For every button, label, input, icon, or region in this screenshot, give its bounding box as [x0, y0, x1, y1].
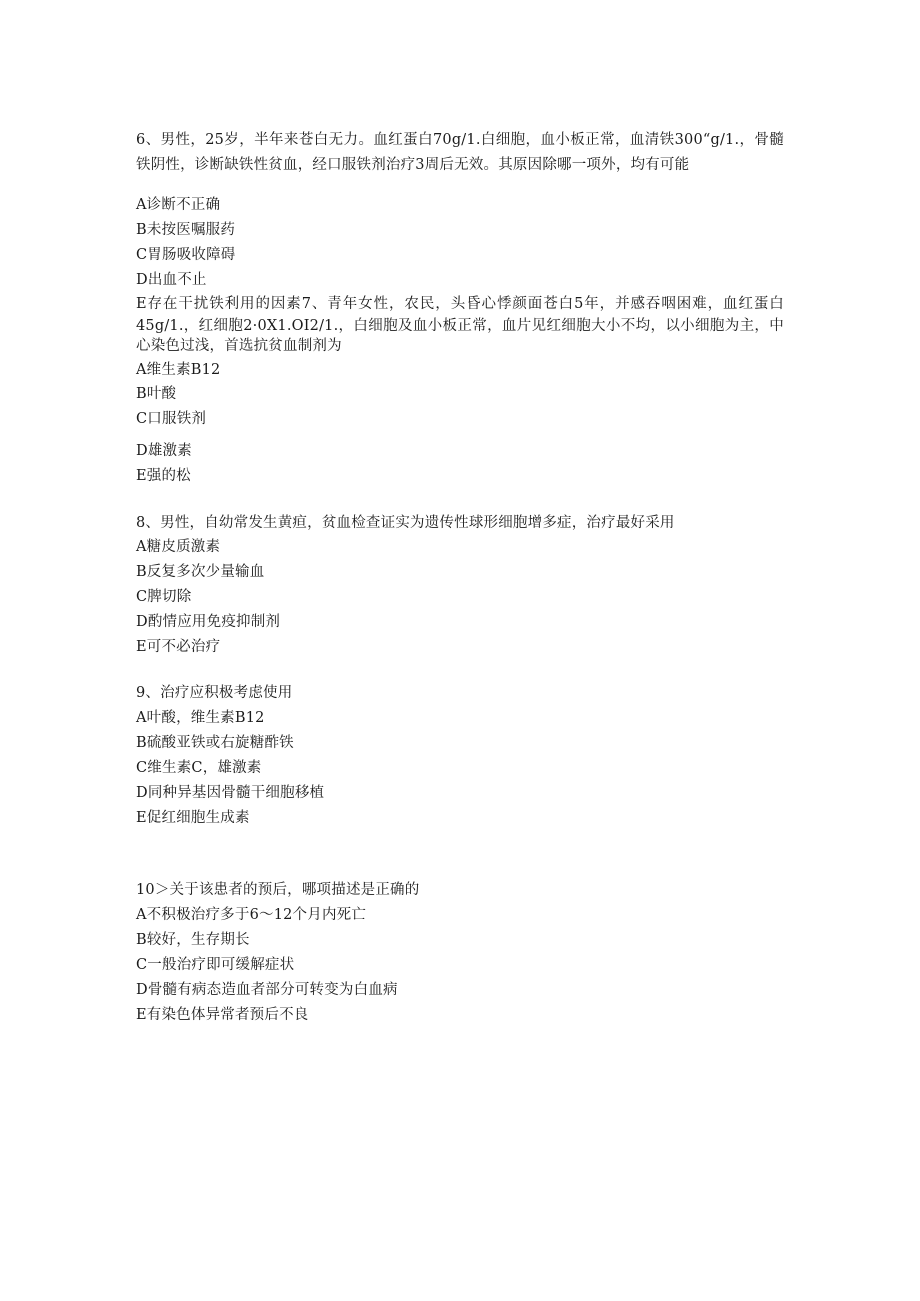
q10-stem: 10＞关于该患者的预后，哪项描述是正确的	[136, 882, 420, 898]
q6-option-b: B未按医嘱服药	[136, 222, 236, 238]
q7-option-e: E强的松	[136, 468, 191, 484]
q9-stem: 9、治疗应积极考虑使用	[136, 685, 293, 701]
q6-stem-line-2: 铁阴性，诊断缺铁性贫血，经口服铁剂治疗3周后无效。其原因除哪一项外，均有可能	[136, 157, 690, 173]
q8-option-d: D酌情应用免疫抑制剂	[136, 614, 281, 630]
q8-option-c: C脾切除	[136, 589, 192, 605]
q10-option-e: E有染色体异常者预后不良	[136, 1007, 309, 1023]
q10-option-c: C一般治疗即可缓解症状	[136, 957, 295, 973]
q10-option-a: A不积极治疗多于6～12个月内死亡	[136, 907, 367, 923]
q10-option-b: B较好，生存期长	[136, 932, 250, 948]
q9-option-d: D同种异基因骨髓干细胞移植	[136, 785, 325, 801]
q6-stem-line-1: 6、男性，25岁，半年来苍白无力。血红蛋白70g/1.白细胞，血小板正常，血清铁300“g/1.，骨髓	[136, 132, 784, 148]
q8-stem: 8、男性，自幼常发生黄疸，贫血检查证实为遗传性球形细胞增多症，治疗最好采用	[136, 515, 675, 531]
q9-option-b: B硫酸亚铁或右旋糖酢铁	[136, 735, 294, 751]
q8-option-b: B反复多次少量输血	[136, 564, 265, 580]
q7-option-d: D雄激素	[136, 443, 192, 459]
q7-option-b: B叶酸	[136, 386, 177, 402]
q7-stem-line-2: 45g/1.，红细胞2·0X1.OI2/1.，白细胞及血小板正常，血片见红细胞大小不均，以小细胞为主，中	[136, 318, 784, 334]
q7-stem-line-3: 心染色过浅，首选抗贫血制剂为	[136, 338, 342, 354]
q9-option-a: A叶酸，维生素B12	[136, 710, 265, 726]
q8-option-a: A糖皮质激素	[136, 539, 221, 555]
q8-option-e: E可不必治疗	[136, 639, 221, 655]
q9-option-e: E促红细胞生成素	[136, 810, 250, 826]
q7-option-a: A维生素B12	[136, 362, 221, 378]
q6-option-d: D出血不止	[136, 272, 207, 288]
q7-option-c: C口服铁剂	[136, 411, 207, 427]
q6-option-e: E存在干扰铁利用的因素7、青年女性，农民，头昏心悸颜面苍白5年，并感吞咽困难，血红蛋白	[136, 296, 784, 312]
q9-option-c: C维生素C，雄激素	[136, 760, 262, 776]
q10-option-d: D骨髓有病态造血者部分可转变为白血病	[136, 982, 398, 998]
q6-option-c: C胃肠吸收障碍	[136, 247, 236, 263]
q6-option-a: A诊断不正确	[136, 197, 221, 213]
